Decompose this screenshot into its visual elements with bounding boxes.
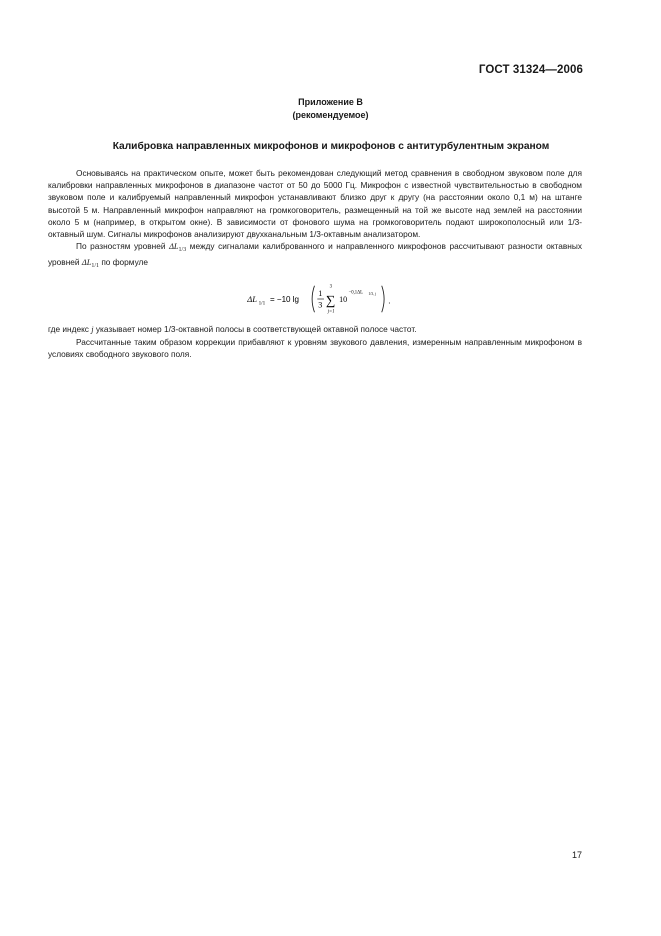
sum-upper-limit: 3 (329, 284, 332, 290)
formula-lhs: ΔL (247, 293, 257, 304)
body-text (48, 167, 582, 360)
paragraph-method: Основываясь на практическом опыте, может быть рекомендован следующий метод сравнения в свободном звуковом поле для калибровки направленных микрофонов в диапазоне частот от 50 до 5000 Гц. Микрофон с известной чувствительностью в свободном звуковом поле и калибруемый направленный микрофон устанавливают близко друг к другу (на расстоянии около 0,1 м) на штанге высотой 5 м. Направленный микрофон направляют на громкоговоритель, размещенный на той же высоте над землей на расстоянии около 5 м (например, в открытом окне). В зависимости от фонового шума на громкоговоритель подают широкополосный или 1/3-октавный шум. Сигналы микрофонов анализируют двухканальным 1/3-октавным анализатором. (48, 168, 582, 240)
sum-lower-limit: j=1 (327, 308, 335, 314)
text-fragment: между сигналами калиброванного и направленного микрофонов рассчитывают разности октавных уровней (48, 241, 582, 268)
annex-title: Приложение В (298, 97, 363, 107)
formula-equals: = −10 lg (269, 294, 300, 304)
annex-status: (рекомендуемое) (292, 110, 369, 120)
right-paren (382, 285, 384, 312)
paragraph-corrections: Рассчитанные таким образом коррекции прибавляют к уровням звукового давления, измеренным направленным микрофоном в условиях свободного звукового поля. (48, 336, 582, 360)
document-code: ГОСТ 31324—2006 (478, 64, 583, 76)
symbol-text: ΔL (81, 258, 92, 268)
annex-heading (0, 96, 661, 122)
text-fragment: по формуле (101, 257, 148, 268)
fraction-denominator: 3 (318, 300, 323, 310)
power-exponent: −0,1ΔL (348, 289, 364, 295)
power-base: 10 (339, 294, 348, 304)
delta-l-octave-symbol (81, 258, 99, 270)
formula-block (48, 277, 582, 321)
formula-period: . (388, 296, 391, 306)
index-j-symbol: j (91, 324, 94, 334)
symbol-text: ΔL (169, 242, 179, 252)
left-paren (312, 285, 314, 312)
text-fragment: где индекс (48, 323, 89, 334)
fraction-numerator: 1 (318, 288, 323, 298)
text-fragment: По разностям уровней (76, 241, 166, 252)
page-number: 17 (571, 850, 582, 860)
paragraph-level-differences (48, 240, 582, 272)
section-title: Калибровка направленных микрофонов и микрофонов с антитурбулентным экраном (112, 141, 550, 152)
octave-level-formula (243, 281, 403, 317)
text-fragment: указывает номер 1/3-октавной полосы в соответствующей октавной полосе частот. (95, 323, 417, 334)
sum-sign: ∑ (325, 292, 336, 308)
power-exponent-subscript: 1/3, j (368, 291, 376, 296)
delta-l-symbol (169, 242, 187, 254)
symbol-subscript: 1/3 (178, 247, 187, 254)
formula-lhs-subscript: 1/1 (258, 300, 266, 307)
paragraph-index-explanation (48, 323, 582, 336)
symbol-subscript: 1/1 (91, 263, 99, 270)
